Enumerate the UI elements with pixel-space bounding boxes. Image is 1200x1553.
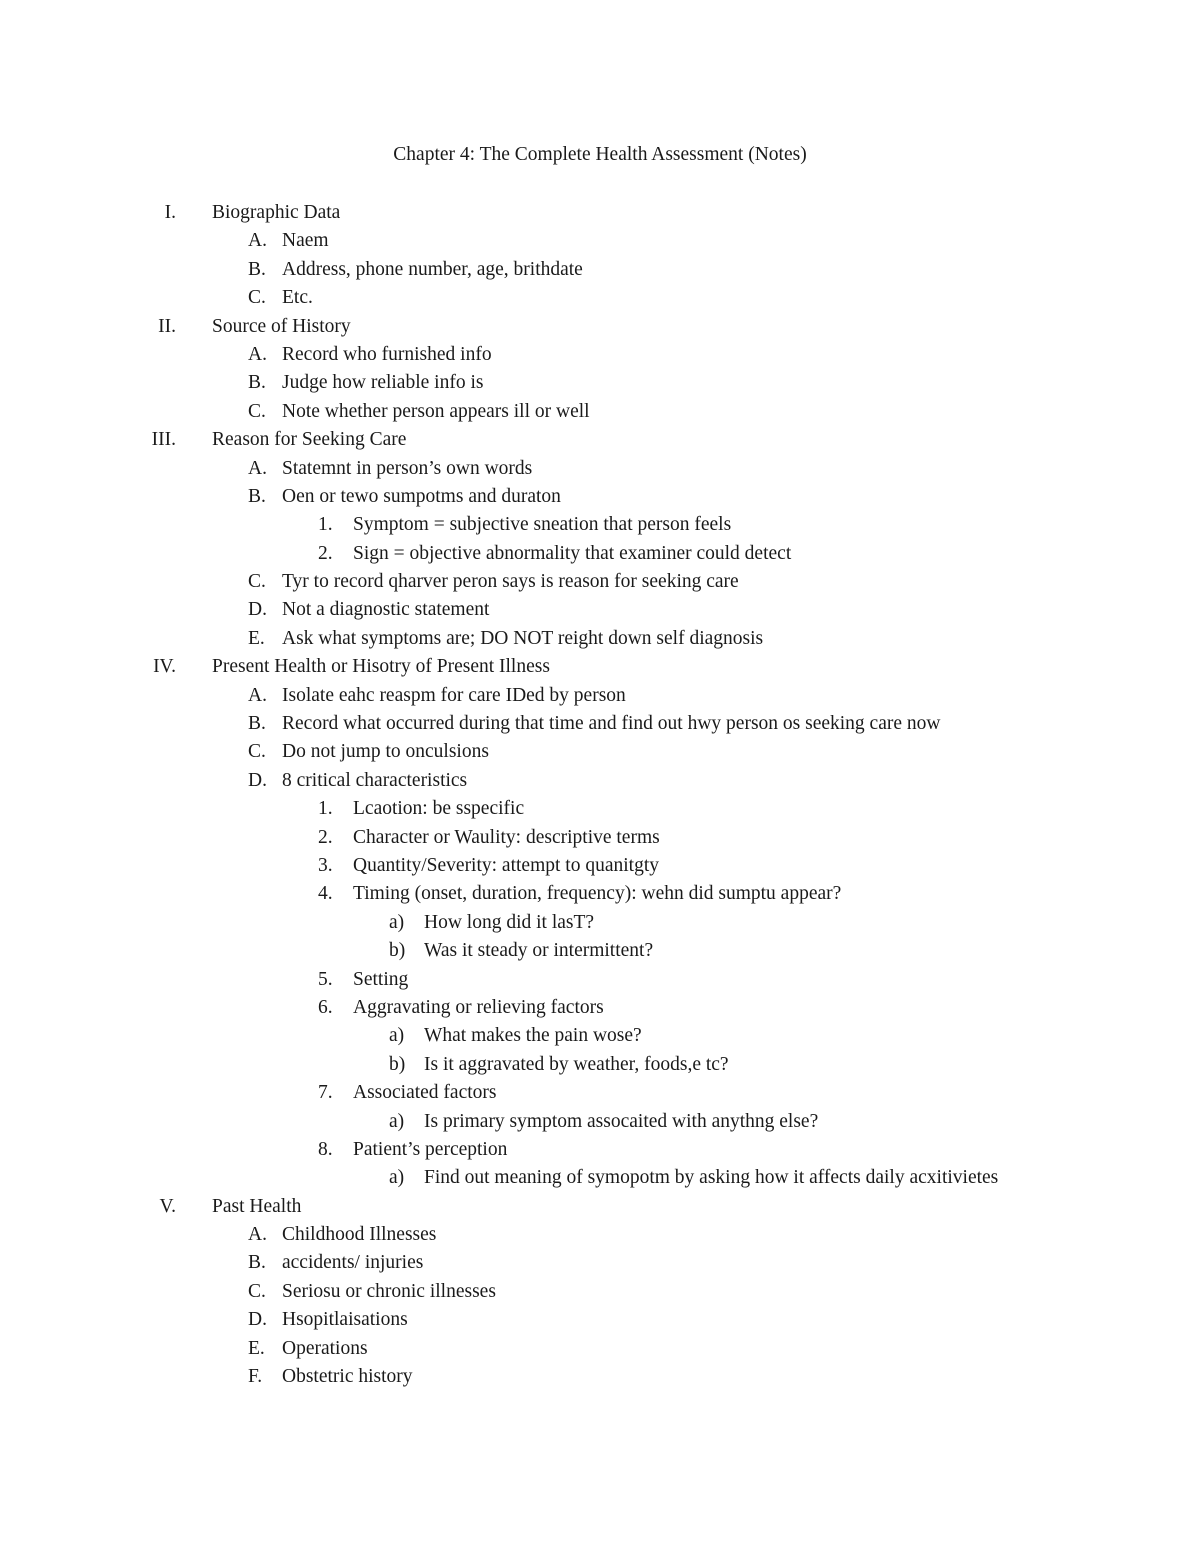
outline-marker: C. — [248, 400, 266, 422]
outline-text: Setting — [353, 968, 409, 990]
outline-text: Find out meaning of symopotm by asking how it affects daily acxitivietes — [424, 1167, 999, 1189]
outline-item-level-4 — [0, 937, 1200, 965]
outline-marker: D. — [248, 769, 267, 791]
outline-text: Patient’s perception — [353, 1138, 508, 1160]
outline-marker: 2. — [318, 826, 333, 848]
outline-item-level-2 — [0, 1335, 1200, 1363]
outline-marker: 2. — [318, 542, 333, 564]
outline-marker: A. — [248, 230, 267, 252]
outline-item-level-1 — [0, 313, 1200, 341]
outline-text: Symptom = subjective sneation that person feels — [353, 514, 732, 536]
outline-text: Is it aggravated by weather, foods,e tc? — [424, 1053, 729, 1075]
outline-item-level-3 — [0, 824, 1200, 852]
outline-text: Judge how reliable info is — [282, 372, 484, 394]
outline-item-level-3 — [0, 540, 1200, 568]
outline-text: accidents/ injuries — [282, 1252, 424, 1274]
outline-item-level-2 — [0, 596, 1200, 624]
outline-item-level-2 — [0, 483, 1200, 511]
outline-marker: F. — [248, 1366, 263, 1388]
outline-item-level-2 — [0, 1363, 1200, 1391]
outline-marker: V. — [159, 1195, 176, 1217]
outline-item-level-2 — [0, 1306, 1200, 1334]
outline-text: Statemnt in person’s own words — [282, 457, 533, 479]
outline-marker: II. — [158, 315, 176, 337]
outline-marker: C. — [248, 287, 266, 309]
outline-text: How long did it lasT? — [424, 911, 595, 933]
outline-text: Sign = objective abnormality that examiner could detect — [353, 542, 792, 564]
outline-marker: III. — [151, 429, 176, 451]
outline-item-level-3 — [0, 1079, 1200, 1107]
outline-text: Note whether person appears ill or well — [282, 400, 590, 422]
outline-text: Past Health — [212, 1195, 302, 1217]
outline-text: Address, phone number, age, brithdate — [282, 258, 583, 280]
outline-marker: a) — [389, 1110, 405, 1132]
outline-text: Is primary symptom assocaited with anythng else? — [424, 1110, 819, 1132]
outline-marker: A. — [248, 457, 267, 479]
outline-marker: A. — [248, 1224, 267, 1246]
outline-text: Do not jump to onculsions — [282, 741, 489, 763]
outline-marker: 6. — [318, 996, 333, 1018]
outline-item-level-3 — [0, 852, 1200, 880]
outline-marker: A. — [248, 684, 267, 706]
outline-text: Hsopitlaisations — [282, 1309, 408, 1331]
outline-marker: B. — [248, 1252, 266, 1274]
outline-item-level-3 — [0, 795, 1200, 823]
outline-marker: 8. — [318, 1138, 333, 1160]
outline-text: What makes the pain wose? — [424, 1025, 642, 1047]
outline-marker: a) — [389, 1025, 405, 1047]
outline-marker: C. — [248, 1280, 266, 1302]
outline-list — [0, 199, 1200, 1391]
outline-marker: a) — [389, 911, 405, 933]
outline-item-level-3 — [0, 966, 1200, 994]
outline-marker: C. — [248, 741, 266, 763]
outline-item-level-4 — [0, 1022, 1200, 1050]
outline-text: Source of History — [212, 315, 351, 337]
outline-text: Character or Waulity: descriptive terms — [353, 826, 660, 848]
outline-marker: 4. — [318, 883, 333, 905]
outline-item-level-4 — [0, 909, 1200, 937]
outline-text: Timing (onset, duration, frequency): wehn did sumptu appear? — [353, 883, 842, 905]
outline-text: Biographic Data — [212, 202, 341, 223]
outline-item-level-1 — [0, 426, 1200, 454]
outline-text: Reason for Seeking Care — [212, 429, 407, 451]
outline-item-level-3 — [0, 1136, 1200, 1164]
outline-text: Isolate eahc reaspm for care IDed by person — [282, 684, 626, 706]
outline-text: Naem — [282, 230, 329, 252]
outline-text: Oen or tewo sumpotms and duraton — [282, 485, 561, 507]
outline-text: Associated factors — [353, 1082, 497, 1104]
outline-marker: B. — [248, 372, 266, 394]
outline-text: Present Health or Hisotry of Present Illness — [212, 656, 550, 678]
outline-marker: A. — [248, 343, 267, 365]
outline-marker: E. — [248, 1337, 265, 1359]
outline-marker: 3. — [318, 854, 333, 876]
outline-text: Obstetric history — [282, 1366, 413, 1388]
outline-item-level-2 — [0, 227, 1200, 255]
outline-item-level-4 — [0, 1164, 1200, 1192]
outline-text: Etc. — [282, 287, 313, 309]
outline-item-level-2 — [0, 767, 1200, 795]
outline-item-level-3 — [0, 511, 1200, 539]
outline-marker: C. — [248, 571, 266, 593]
outline-marker: B. — [248, 713, 266, 735]
outline-item-level-2 — [0, 1249, 1200, 1277]
outline-item-level-2 — [0, 455, 1200, 483]
outline-marker: E. — [248, 627, 265, 649]
outline-item-level-1 — [0, 653, 1200, 681]
outline-text: Was it steady or intermittent? — [424, 940, 654, 962]
outline-marker: D. — [248, 1309, 267, 1331]
outline-item-level-2 — [0, 625, 1200, 653]
outline-marker: D. — [248, 599, 267, 621]
outline-marker: 1. — [318, 514, 333, 536]
outline-item-level-2 — [0, 341, 1200, 369]
outline-item-level-1 — [0, 199, 1200, 227]
outline-item-level-1 — [0, 1193, 1200, 1221]
outline-text: Ask what symptoms are; DO NOT reight down self diagnosis — [282, 627, 764, 649]
outline-item-level-2 — [0, 738, 1200, 766]
outline-item-level-2 — [0, 1221, 1200, 1249]
outline-text: Quantity/Severity: attempt to quanitgty — [353, 854, 659, 876]
outline-marker: IV. — [153, 656, 176, 678]
outline-item-level-3 — [0, 994, 1200, 1022]
outline-item-level-4 — [0, 1108, 1200, 1136]
outline-text: Seriosu or chronic illnesses — [282, 1280, 496, 1302]
outline-text: Record who furnished info — [282, 343, 492, 365]
outline-item-level-2 — [0, 568, 1200, 596]
outline-item-level-2 — [0, 710, 1200, 738]
outline-text: Lcaotion: be sspecific — [353, 798, 525, 820]
outline-marker: b) — [389, 1053, 406, 1075]
outline-text: Record what occurred during that time and find out hwy person os seeking care now — [282, 713, 941, 735]
outline-item-level-2 — [0, 682, 1200, 710]
outline-text: Aggravating or relieving factors — [353, 996, 604, 1018]
outline-item-level-2 — [0, 1278, 1200, 1306]
outline-marker: 1. — [318, 798, 333, 820]
outline-item-level-2 — [0, 369, 1200, 397]
outline-marker: B. — [248, 485, 266, 507]
outline-marker: I. — [164, 202, 176, 223]
outline-item-level-3 — [0, 880, 1200, 908]
outline-text: Tyr to record qharver peron says is reason for seeking care — [282, 571, 739, 593]
outline-marker: 7. — [318, 1082, 333, 1104]
outline-item-level-2 — [0, 398, 1200, 426]
document-title: Chapter 4: The Complete Health Assessment (Notes) — [393, 144, 807, 165]
outline-item-level-2 — [0, 284, 1200, 312]
outline-marker: 5. — [318, 968, 333, 990]
outline-item-level-2 — [0, 256, 1200, 284]
outline-text: 8 critical characteristics — [282, 769, 468, 791]
outline-text: Childhood Illnesses — [282, 1224, 437, 1246]
outline-marker: a) — [389, 1167, 405, 1189]
outline-marker: b) — [389, 940, 406, 962]
outline-text: Not a diagnostic statement — [282, 599, 490, 621]
outline-marker: B. — [248, 258, 266, 280]
outline-item-level-4 — [0, 1051, 1200, 1079]
outline-text: Operations — [282, 1337, 368, 1359]
